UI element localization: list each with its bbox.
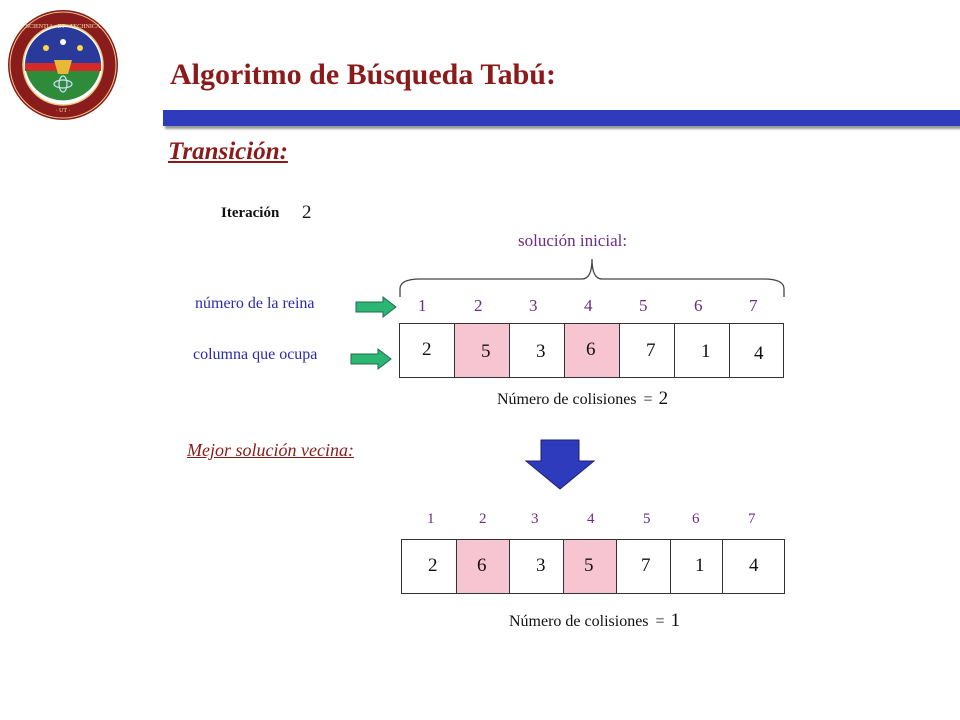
queen-number: 1	[418, 296, 427, 315]
queen-number: 2	[479, 511, 487, 527]
iteration-value: 2	[302, 202, 312, 223]
solution-cell: 4	[749, 555, 759, 576]
brace-icon	[396, 255, 788, 299]
brace-label: solución inicial:	[518, 231, 628, 250]
svg-text:· UT ·: · UT ·	[55, 108, 71, 114]
university-seal-logo	[6, 8, 120, 122]
solution-cell: 1	[675, 324, 730, 377]
queen-number: 5	[643, 511, 651, 527]
collisions-label: Número de colisiones = 2	[497, 388, 669, 409]
right-arrow-icon	[355, 296, 397, 318]
queen-number: 2	[474, 296, 483, 315]
queen-number: 5	[639, 296, 648, 315]
solution-cell: 2	[400, 324, 455, 377]
queen-number: 7	[749, 296, 758, 315]
queen-number: 3	[529, 296, 538, 315]
solution-cell: 1	[671, 540, 723, 593]
collisions-value: 2	[658, 388, 669, 409]
queen-number: 3	[531, 511, 539, 527]
iteration-label: Iteración	[221, 205, 280, 221]
solution-cell-highlighted: 6	[457, 540, 510, 593]
solution-cell: 7	[620, 324, 675, 377]
page-title: Algoritmo de Búsqueda Tabú:	[170, 58, 556, 91]
solution-cell: 3	[510, 540, 564, 593]
neighbor-solution-row	[401, 539, 785, 594]
queen-number: 4	[584, 296, 593, 315]
initial-solution-row	[399, 323, 784, 378]
solution-cell-highlighted: 5	[564, 540, 617, 593]
queen-number-label: número de la reina	[195, 295, 315, 312]
solution-cell-highlighted: 6	[565, 324, 620, 377]
solution-cell: 2	[402, 540, 457, 593]
solution-cell: 7	[617, 540, 671, 593]
svg-text:SCIENTIA · ET · TECHNICA: SCIENTIA · ET · TECHNICA	[25, 24, 101, 30]
queen-number: 1	[427, 511, 435, 527]
solution-cell-highlighted: 5	[455, 324, 510, 377]
solution-cell: 4	[754, 343, 764, 364]
down-arrow-icon	[524, 439, 596, 491]
best-neighbor-label: Mejor solución vecina:	[187, 440, 354, 460]
queen-number: 6	[692, 511, 700, 527]
queen-number: 7	[748, 511, 756, 527]
title-divider-bar	[163, 110, 960, 126]
column-label: columna que ocupa	[193, 346, 318, 363]
collisions-label: Número de colisiones = 1	[509, 610, 681, 631]
collisions-value: 1	[670, 610, 681, 631]
solution-cell: 3	[510, 324, 565, 377]
queen-number: 6	[694, 296, 703, 315]
right-arrow-icon	[350, 348, 392, 370]
section-subtitle: Transición:	[168, 138, 288, 165]
queen-number: 4	[587, 511, 595, 527]
